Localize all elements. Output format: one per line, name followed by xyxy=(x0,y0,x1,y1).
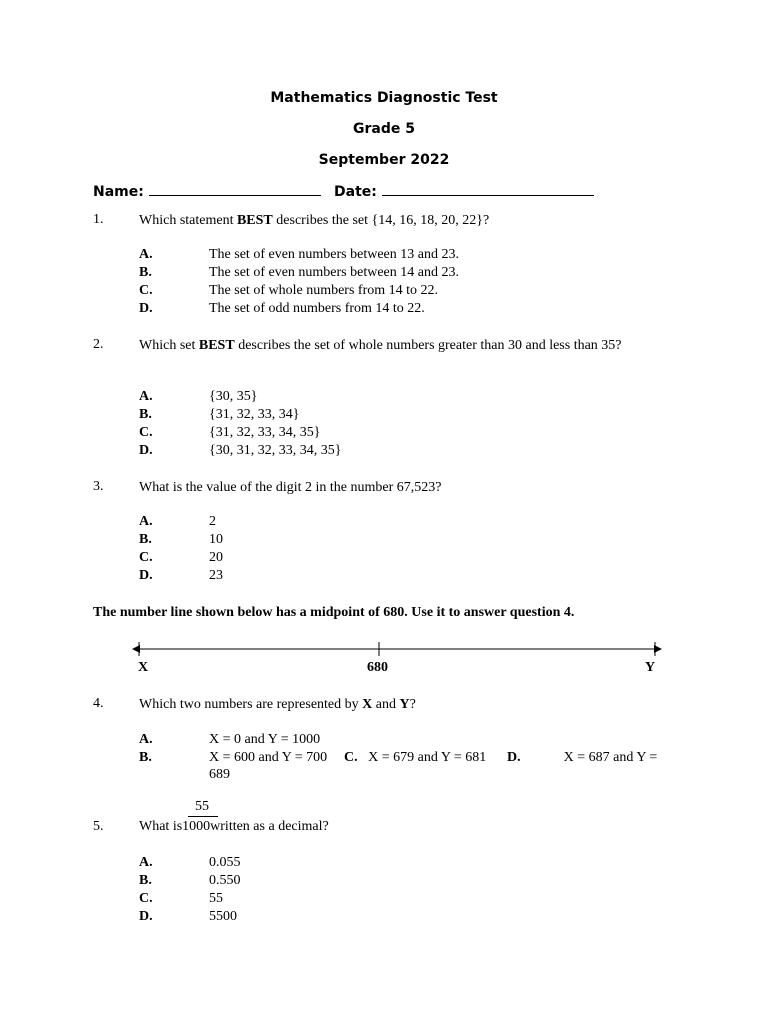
option-4b[interactable]: B. X = 600 and Y = 700 xyxy=(139,750,328,765)
option-2d[interactable]: D. {30, 31, 32, 33, 34, 35} xyxy=(139,443,342,458)
option-4c[interactable]: C. X = 679 and Y = 681 xyxy=(344,750,487,765)
number-line-label-x: X xyxy=(138,660,149,675)
fraction-numerator: 55 xyxy=(195,799,209,814)
option-4d-wrap: 689 xyxy=(209,767,230,782)
option-3c[interactable]: C. 20 xyxy=(139,550,223,565)
date-field-row xyxy=(334,183,594,200)
question-text: Which two numbers are represented by X and Y? xyxy=(139,697,416,712)
fraction-denominator: 1000 xyxy=(182,819,211,834)
option-5b[interactable]: B. 0.550 xyxy=(139,873,241,888)
question-text: What is1000written as a decimal? xyxy=(139,819,329,834)
option-4a[interactable]: A. X = 0 and Y = 1000 xyxy=(139,732,321,747)
name-field-row xyxy=(93,183,321,200)
name-label: Name: xyxy=(93,184,144,200)
test-date: September 2022 xyxy=(318,152,450,168)
option-5c[interactable]: C. 55 xyxy=(139,891,223,906)
question-text: Which set BEST describes the set of whole numbers greater than 30 and less than 35? xyxy=(139,338,622,353)
question-text: Which statement BEST describes the set {14, 16, 18, 20, 22}? xyxy=(139,213,490,228)
question-number: 5. xyxy=(93,819,104,834)
option-2a[interactable]: A. {30, 35} xyxy=(139,389,258,404)
number-line-label-y: Y xyxy=(645,660,656,675)
test-title: Mathematics Diagnostic Test xyxy=(270,90,498,106)
option-1d[interactable]: D. The set of odd numbers from 14 to 22. xyxy=(139,301,425,316)
question-number: 2. xyxy=(93,337,104,352)
date-blank[interactable] xyxy=(382,183,594,196)
question-number: 3. xyxy=(93,479,104,494)
fraction-bar xyxy=(188,816,218,817)
option-3a[interactable]: A. 2 xyxy=(139,514,216,529)
option-5a[interactable]: A. 0.055 xyxy=(139,855,241,870)
option-2c[interactable]: C. {31, 32, 33, 34, 35} xyxy=(139,425,321,440)
option-4d[interactable]: D. X = 687 and Y = xyxy=(507,750,658,765)
option-3d[interactable]: D. 23 xyxy=(139,568,223,583)
option-1c[interactable]: C. The set of whole numbers from 14 to 22. xyxy=(139,283,439,298)
question-number: 1. xyxy=(93,212,104,227)
option-3b[interactable]: B. 10 xyxy=(139,532,223,547)
name-blank[interactable] xyxy=(149,183,321,196)
question-number: 4. xyxy=(93,696,104,711)
question-text: What is the value of the digit 2 in the number 67,523? xyxy=(139,480,442,495)
date-label: Date: xyxy=(334,184,377,200)
number-line-instruction: The number line shown below has a midpoint of 680. Use it to answer question 4. xyxy=(93,605,575,620)
number-line-label-mid: 680 xyxy=(367,660,388,675)
grade-label: Grade 5 xyxy=(353,121,415,137)
number-line xyxy=(130,638,664,660)
option-2b[interactable]: B. {31, 32, 33, 34} xyxy=(139,407,300,422)
option-1b[interactable]: B. The set of even numbers between 14 and 23. xyxy=(139,265,459,280)
option-1a[interactable]: A. The set of even numbers between 13 and 23. xyxy=(139,247,459,262)
option-5d[interactable]: D. 5500 xyxy=(139,909,237,924)
